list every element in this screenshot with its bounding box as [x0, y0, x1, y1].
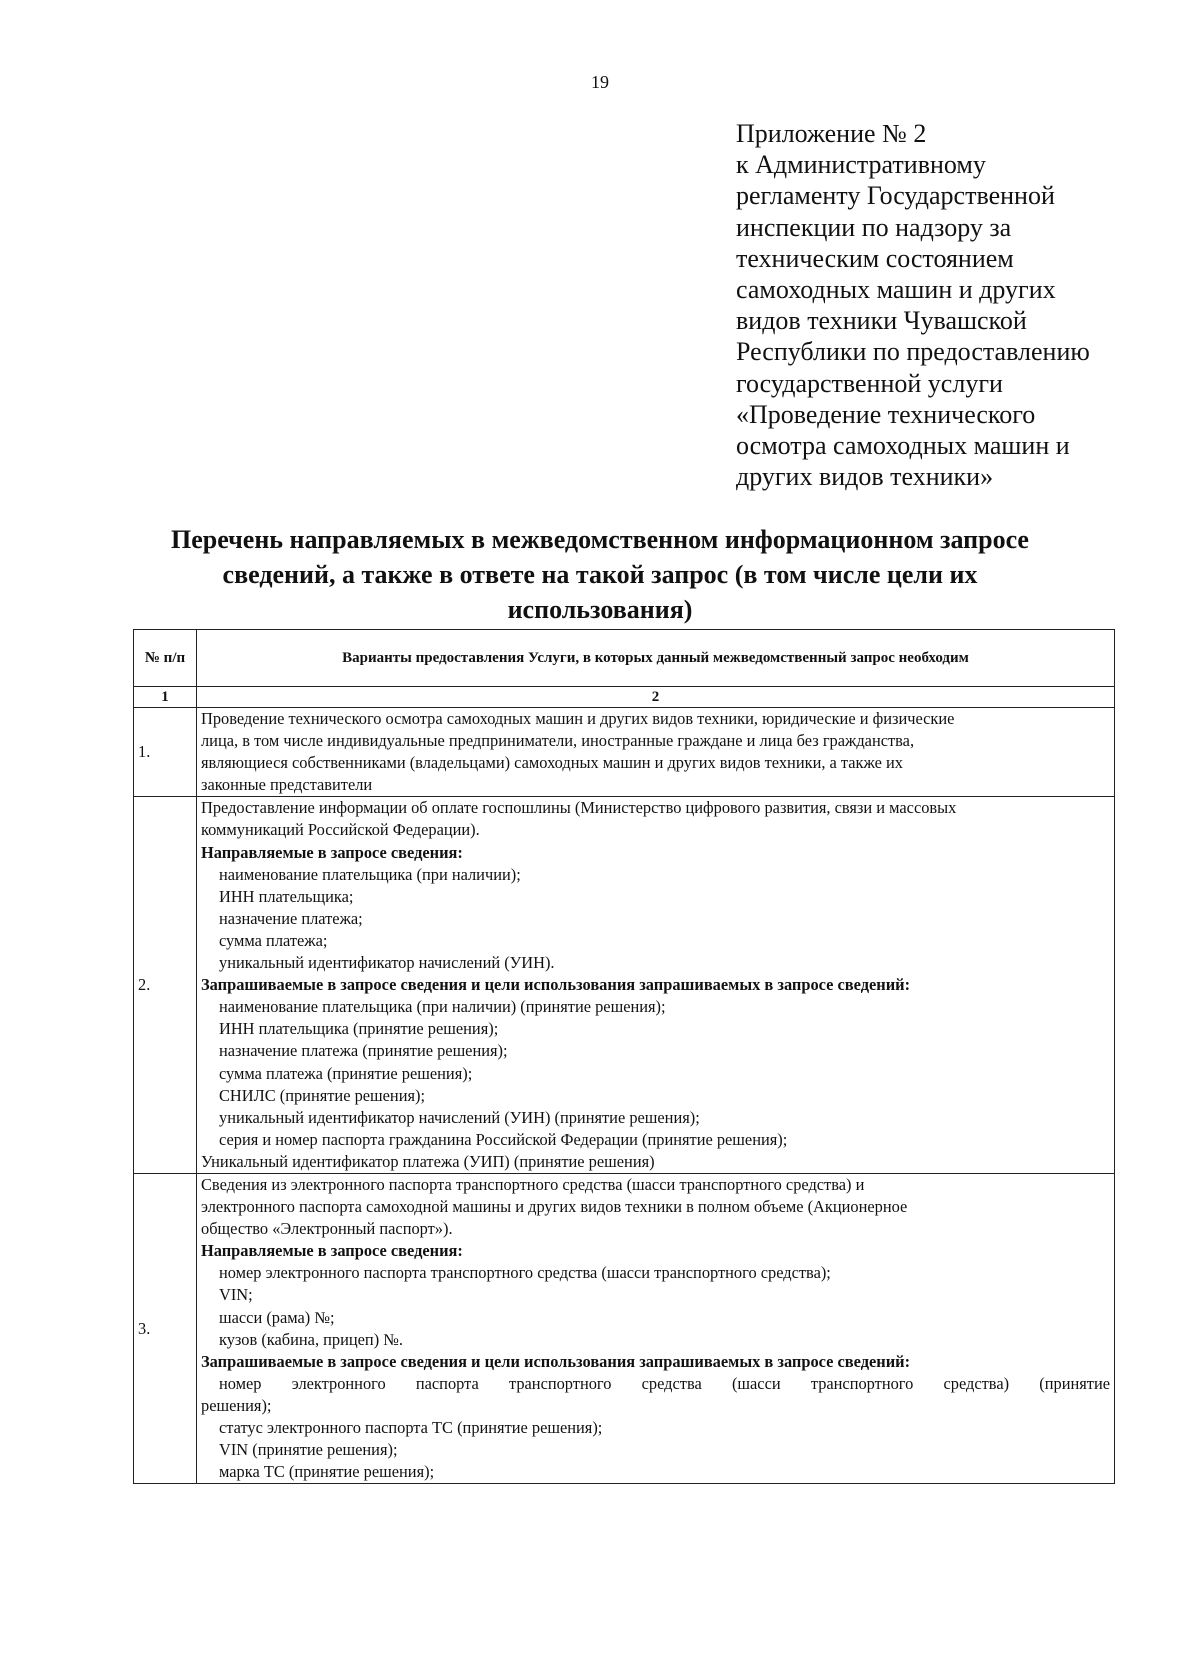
appendix-line: других видов техники» — [736, 462, 994, 492]
row-text-line: Проведение технического осмотра самоходных машин и других видов техники, юридические и физические — [201, 709, 955, 728]
list-item: VIN (принятие решения); — [219, 1440, 398, 1460]
list-item: назначение платежа; — [219, 908, 363, 928]
sent-data-heading: Направляемые в запросе сведения: — [201, 1241, 463, 1261]
row-content — [197, 708, 1115, 797]
row-text-line: законные представители — [201, 775, 373, 795]
appendix-line: «Проведение технического — [736, 399, 1036, 429]
list-item: наименование плательщика (при наличии) (принятие решения); — [219, 997, 666, 1017]
list-item: СНИЛС (принятие решения); — [219, 1085, 426, 1105]
appendix-line: Приложение № 2 — [736, 119, 927, 148]
appendix-reference — [736, 118, 1176, 492]
list-item: серия и номер паспорта гражданина Российской Федерации (принятие решения); — [219, 1129, 788, 1149]
appendix-line: государственной услуги — [736, 368, 1003, 398]
header-number: № п/п — [134, 630, 197, 687]
list-item: ИНН плательщика; — [219, 886, 354, 906]
title-line: Перечень направляемых в межведомственном информационном запросе — [171, 525, 1029, 554]
document-title — [120, 522, 1080, 627]
list-item: статус электронного паспорта ТС (принятие решения); — [219, 1418, 603, 1437]
list-item: уникальный идентификатор начислений (УИН). — [219, 953, 555, 973]
row-number: 2. — [134, 797, 197, 1174]
row-text-line: Уникальный идентификатор платежа (УИП) (принятие решения) — [201, 1151, 655, 1171]
appendix-line: самоходных машин и других — [736, 275, 1056, 305]
appendix-line: техническим состоянием — [736, 243, 1014, 273]
list-item: назначение платежа (принятие решения); — [219, 1041, 508, 1061]
list-item: кузов (кабина, прицеп) №. — [219, 1329, 403, 1349]
appendix-line: осмотра самоходных машин и — [736, 431, 1070, 461]
row-text-line: коммуникаций Российской Федерации). — [201, 820, 480, 840]
appendix-line: к Административному — [736, 150, 986, 180]
list-item: уникальный идентификатор начислений (УИН) (принятие решения); — [219, 1107, 700, 1127]
row-text-line: лица, в том числе индивидуальные предприниматели, иностранные граждане и лица без гражданства, — [201, 731, 915, 751]
sent-data-heading: Направляемые в запросе сведения: — [201, 842, 463, 862]
appendix-line: инспекции по надзору за — [736, 212, 1012, 242]
requested-data-heading: Запрашиваемые в запросе сведения и цели использования запрашиваемых в запросе сведений: — [201, 975, 911, 995]
row-number: 1. — [134, 708, 197, 797]
page-number: 19 — [591, 72, 609, 92]
table-row — [134, 1173, 1115, 1483]
title-line: использования) — [507, 595, 693, 624]
requested-data-heading: Запрашиваемые в запросе сведения и цели использования запрашиваемых в запросе сведений: — [201, 1351, 911, 1371]
row-text-line: Сведения из электронного паспорта транспортного средства (шасси транспортного средства) и — [201, 1174, 865, 1194]
table-row — [134, 708, 1115, 797]
list-item: номер электронного паспорта транспортного средства (шасси транспортного средства); — [219, 1263, 831, 1283]
row-text-line: являющиеся собственниками (владельцами) самоходных машин и других видов техники, а также их — [201, 753, 903, 773]
row-content — [197, 1173, 1115, 1483]
row-text-line: Предоставление информации об оплате госпошлины (Министерство цифрового развития, связи и массовых — [201, 798, 957, 818]
requests-table — [133, 629, 1115, 1484]
row-number: 3. — [134, 1173, 197, 1483]
list-item: сумма платежа (принятие решения); — [219, 1063, 473, 1083]
header-variants: Варианты предоставления Услуги, в которых данный межведомственный запрос необходим — [197, 630, 1115, 687]
row-content — [197, 797, 1115, 1174]
table-index-row — [134, 687, 1115, 708]
list-item: номер электронного паспорта транспортного средства (шасси транспортного средства) (принятие — [219, 1373, 1110, 1393]
title-line: сведений, а также в ответе на такой запрос (в том числе цели их — [222, 560, 978, 589]
table-header-row — [134, 630, 1115, 687]
list-item: VIN; — [219, 1285, 253, 1305]
list-item: наименование плательщика (при наличии); — [219, 864, 521, 884]
row-text-line: общество «Электронный паспорт»). — [201, 1219, 453, 1239]
index-cell: 1 — [134, 687, 197, 708]
index-cell: 2 — [197, 687, 1115, 708]
list-item: сумма платежа; — [219, 930, 328, 950]
row-text-line: электронного паспорта самоходной машины и других видов техники в полном объеме (Акционерное — [201, 1197, 908, 1217]
list-item-continuation: решения); — [201, 1395, 272, 1415]
table-row — [134, 797, 1115, 1174]
appendix-line: видов техники Чувашской — [736, 306, 1027, 336]
list-item: марка ТС (принятие решения); — [219, 1462, 435, 1482]
list-item: ИНН плательщика (принятие решения); — [219, 1019, 499, 1039]
appendix-line: регламенту Государственной — [736, 181, 1055, 211]
list-item: шасси (рама) №; — [219, 1307, 335, 1327]
appendix-line: Республики по предоставлению — [736, 337, 1090, 367]
